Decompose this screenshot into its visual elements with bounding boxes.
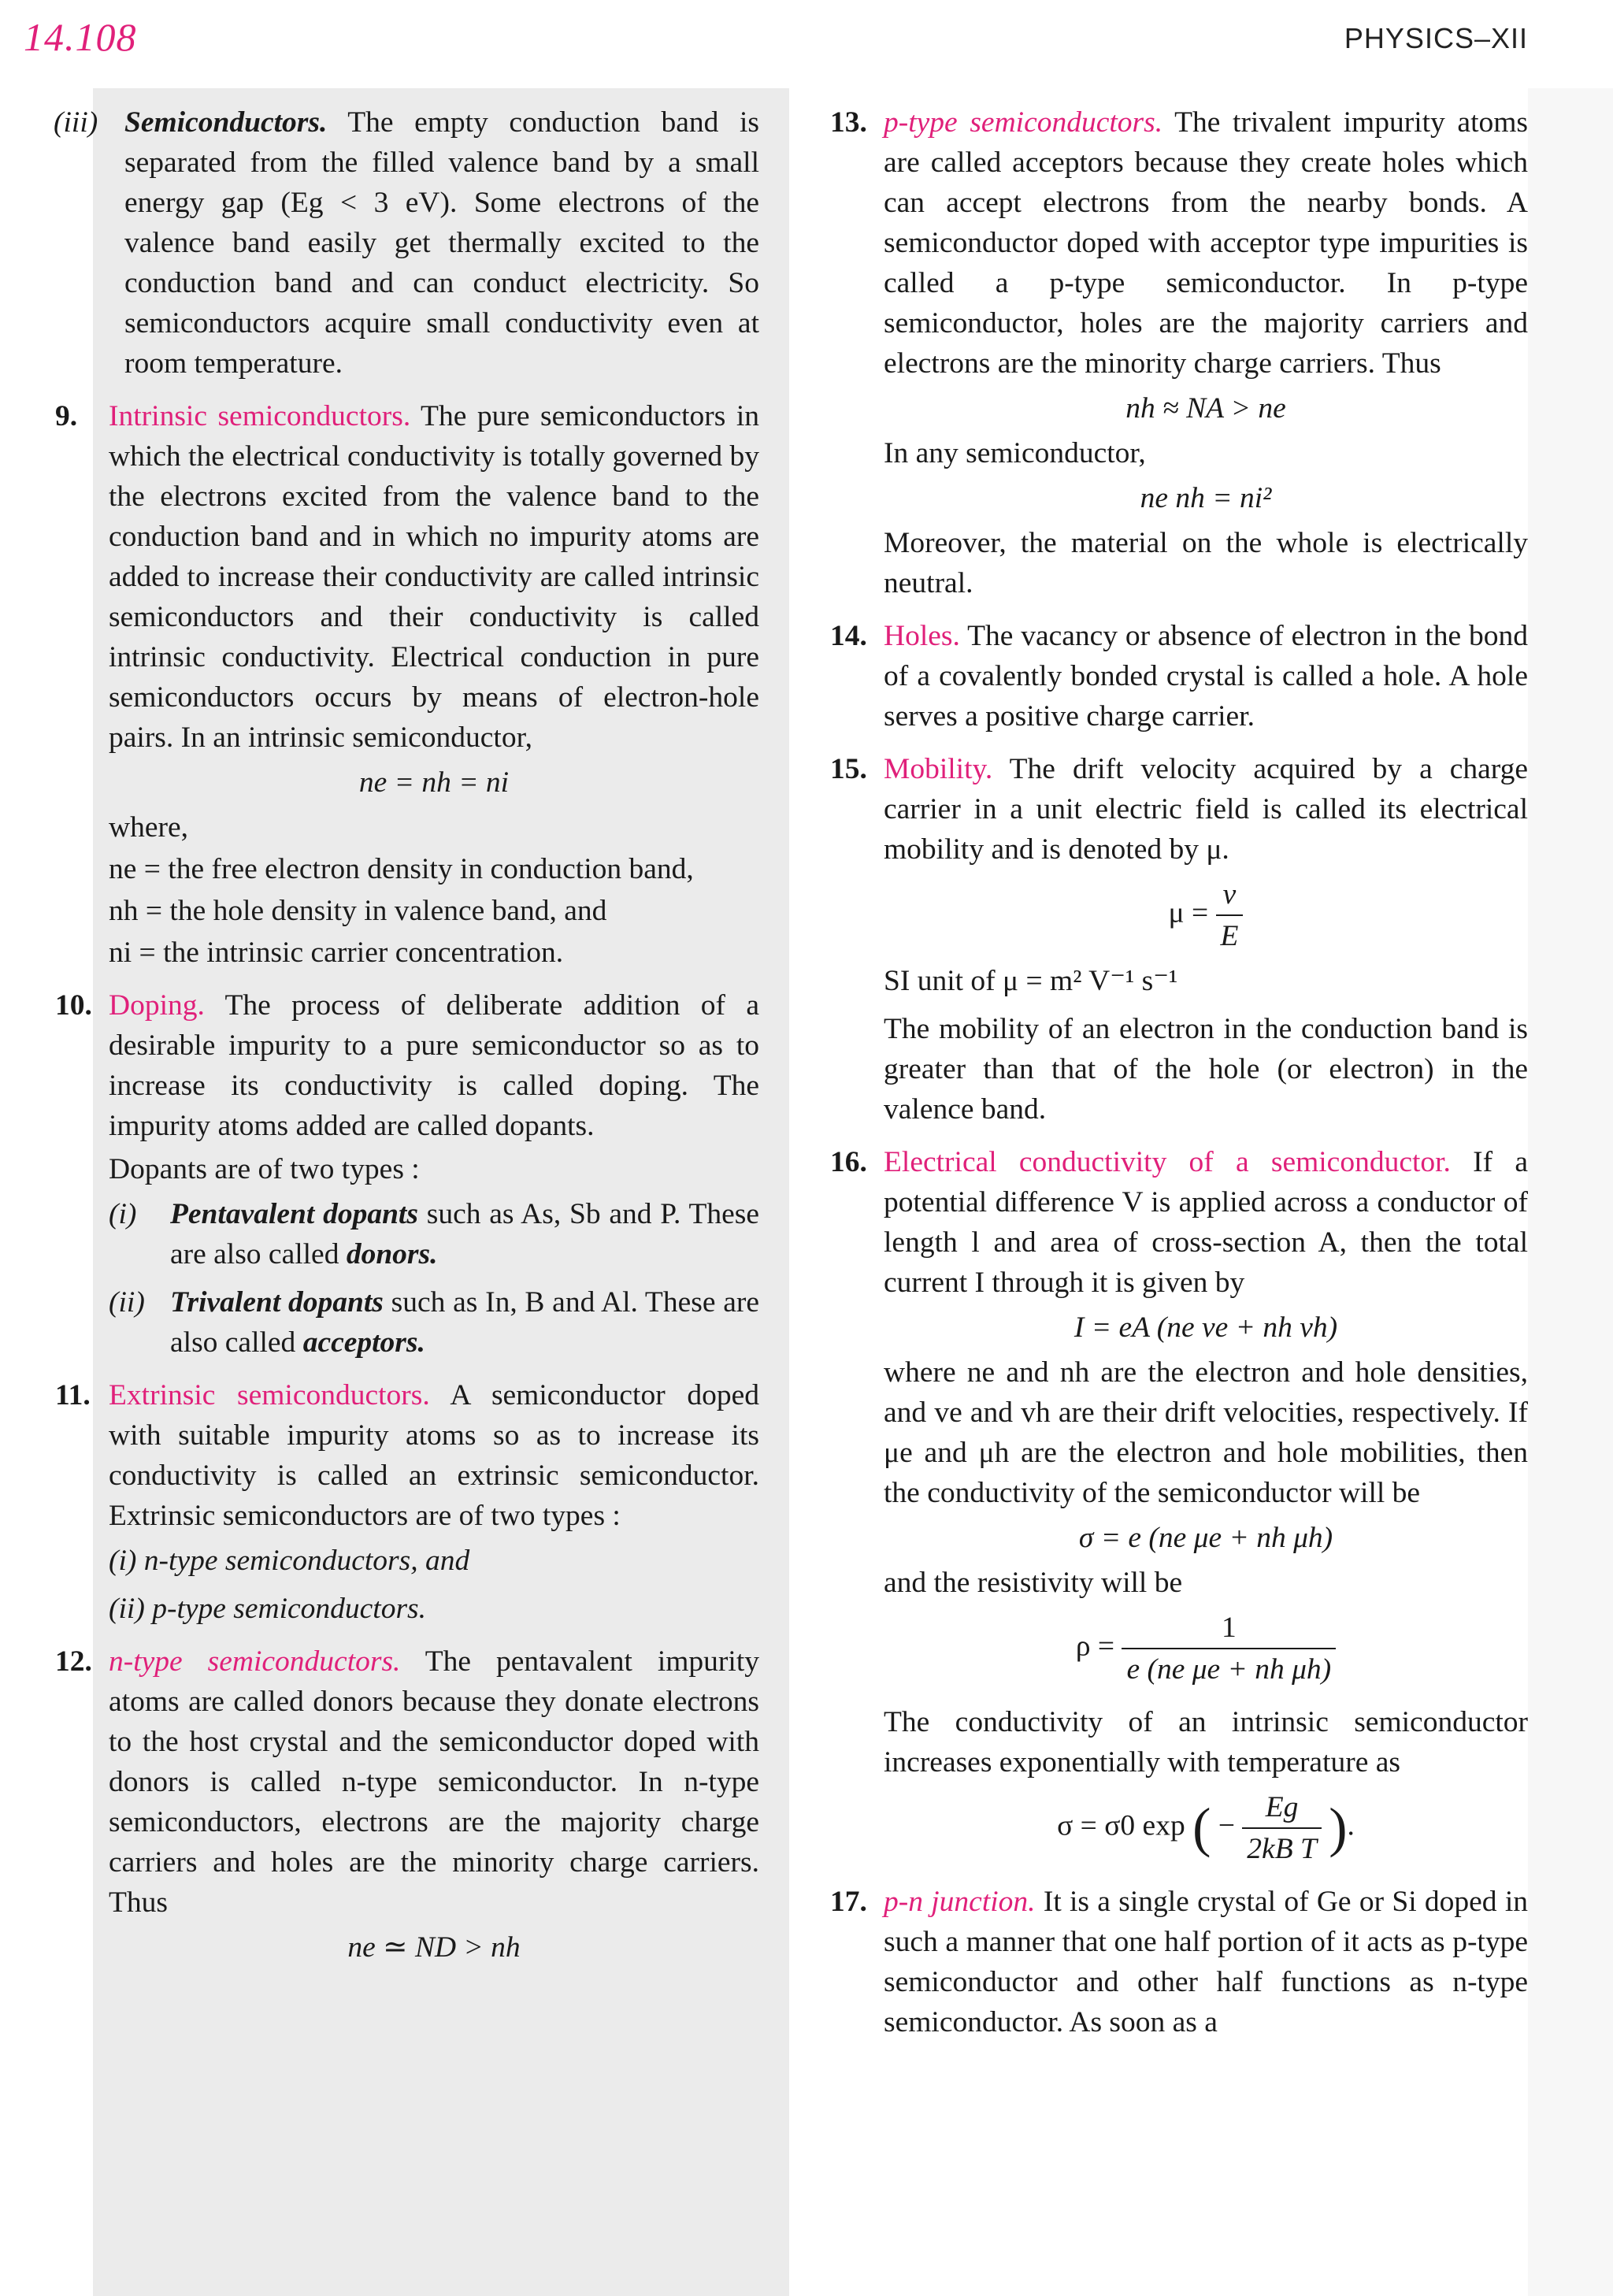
paragraph: A semiconductor doped with suitable impurity atoms so as to increase its conductivity is called an extrinsic semiconductor. Extrinsic semiconductors are of two types : [109, 1379, 759, 1532]
equation: σ = e (ne μe + nh μh) [1078, 1522, 1333, 1554]
sub-text: p-type semiconductors. [152, 1593, 427, 1625]
denominator: e (ne μe + nh μh) [1122, 1648, 1336, 1690]
item-number: 13. [830, 106, 867, 139]
equation-lhs: μ = [1168, 896, 1209, 929]
term: Trivalent dopants [170, 1286, 384, 1319]
term: Semiconductors. [124, 106, 328, 139]
paragraph: The trivalent impurity atoms are called acceptors because they create holes which can accept electrons from the nearby bonds. A semiconductor doped with acceptor type impurities is called a p-type semiconductor. In p-type semiconductor, holes are the majority carriers and electrons are the minority charge carriers. Thus [884, 106, 1528, 380]
fraction [1216, 874, 1244, 956]
book-title: PHYSICS–XII [1344, 22, 1528, 54]
paragraph: In any semiconductor, [884, 437, 1146, 469]
item-15-mobility [830, 749, 1528, 1129]
denominator: E [1216, 914, 1244, 956]
item-title: p-type semiconductors. [884, 106, 1163, 139]
item-number: 17. [830, 1886, 867, 1918]
sub-text: such as In, B and Al. These are also called [170, 1286, 759, 1359]
item-title: Mobility. [884, 753, 993, 785]
right-column [789, 88, 1528, 2296]
item-14-holes [830, 616, 1528, 736]
denominator: 2kB T [1242, 1827, 1322, 1869]
item-title: n-type semiconductors. [109, 1645, 401, 1678]
paragraph: The mobility of an electron in the conduction band is greater than that of the hole (or electron) in the valence band. [884, 1013, 1528, 1126]
left-column [54, 88, 789, 2296]
sub-item [109, 1589, 759, 1629]
paragraph: Moreover, the material on the whole is electrically neutral. [884, 527, 1528, 599]
item-17-pn-junction [830, 1882, 1528, 2042]
page-number: 14.108 [24, 15, 137, 59]
paragraph: The process of deliberate addition of a desirable impurity to a pure semiconductor so as to increase its conductivity is called doping. The impurity atoms added are called dopants. [109, 989, 759, 1142]
item-number: 16. [830, 1146, 867, 1178]
paragraph: The conductivity of an intrinsic semiconductor increases exponentially with temperature as [884, 1706, 1528, 1779]
left-paren: ( [1192, 1797, 1211, 1859]
item-title: Electrical conductivity of a semiconductor. [884, 1146, 1451, 1178]
equation: I = eA (ne ve + nh vh) [1073, 1311, 1338, 1344]
item-iii-semiconductors [54, 102, 759, 384]
term: acceptors. [302, 1326, 425, 1359]
item-title: Holes. [884, 620, 960, 652]
paragraph: The drift velocity acquired by a charge carrier in a unit electric field is called its electrical mobility and is denoted by μ. [884, 753, 1528, 866]
item-11-extrinsic [55, 1375, 759, 1629]
fraction [1242, 1787, 1322, 1869]
item-16-conductivity [830, 1142, 1528, 1869]
equation: ne nh = ni² [1140, 482, 1272, 514]
sub-label: (iii) [54, 106, 98, 139]
item-number: 10. [55, 989, 92, 1022]
sub-label: (ii) [109, 1593, 145, 1625]
right-paren: ) [1329, 1797, 1348, 1859]
equation: ne = nh = ni [358, 766, 510, 799]
equation-lhs: ρ = [1075, 1630, 1115, 1663]
sub-item [109, 1194, 759, 1274]
unit-line: SI unit of μ = m² V⁻¹ s⁻¹ [884, 965, 1178, 997]
definition: ni = the intrinsic carrier concentration. [109, 937, 564, 969]
definition: nh = the hole density in valence band, and [109, 895, 607, 927]
paragraph: where ne and nh are the electron and hole densities, and ve and vh are their drift velocities, respectively. If μe and μh are the electron and hole mobilities, then the conductivity of the semiconductor will be [884, 1356, 1528, 1509]
minus-sign: − [1218, 1809, 1235, 1842]
paragraph: The pentavalent impurity atoms are called donors because they donate electrons to the host crystal and the semiconductor doped with donors is called n-type semiconductor. In n-type semiconductors, electrons are the majority charge carriers and holes are the minority charge carriers. Thus [109, 1645, 760, 1919]
sub-label: (i) [109, 1545, 137, 1577]
sub-item [109, 1541, 759, 1581]
definition: ne = the free electron density in conduction band, [109, 853, 694, 885]
sub-item [109, 1282, 759, 1363]
item-number: 14. [830, 620, 867, 652]
item-number: 11. [55, 1379, 91, 1411]
paragraph: and the resistivity will be [884, 1567, 1183, 1599]
paragraph: The pure semiconductors in which the electrical conductivity is totally governed by the electrons excited from the valence band to the conduction band and in which no impurity atoms are added to increase their conductivity are called intrinsic semiconductors and their conductivity is called intrinsic conductivity. Electrical conduction in pure semiconductors occurs by means of electron-hole pairs. In an intrinsic semiconductor, [109, 400, 760, 754]
item-9-intrinsic [55, 396, 760, 973]
item-10-doping [55, 985, 759, 1363]
sub-text: such as As, Sb and P. These are also called [170, 1198, 759, 1270]
paragraph: The vacancy or absence of electron in the bond of a covalently bonded crystal is called a hole. A hole serves a positive charge carrier. [884, 620, 1528, 733]
item-12-n-type [55, 1641, 760, 1968]
item-number: 9. [55, 400, 78, 432]
equation-lhs: σ = σ0 exp [1057, 1809, 1185, 1842]
numerator: v [1222, 878, 1237, 911]
equation [884, 874, 1528, 956]
item-title: Intrinsic semiconductors. [109, 400, 411, 432]
item-number: 12. [55, 1645, 92, 1678]
paragraph: Dopants are of two types : [109, 1153, 420, 1185]
where-label: where, [109, 811, 188, 844]
item-title: Doping. [109, 989, 205, 1022]
sub-label: (i) [109, 1198, 137, 1230]
equation: σ = σ0 exp ( − $\frac{Eg}{\text{2kB T}}$ ). [884, 1787, 1528, 1869]
fraction [1122, 1608, 1336, 1690]
item-number: 15. [830, 753, 867, 785]
term: donors. [346, 1238, 438, 1270]
item-title: Extrinsic semiconductors. [109, 1379, 430, 1411]
sub-text: n-type semiconductors, and [143, 1545, 470, 1577]
sub-label: (ii) [109, 1286, 145, 1319]
item-13-p-type [830, 102, 1528, 603]
paragraph: The empty conduction band is separated from the filled valence band by a small energy gap (Eg < 3 eV). Some electrons of the valence band easily get thermally excited to the conduction band and can conduct electricity. So semiconductors acquire small conductivity even at room temperature. [124, 106, 759, 380]
numerator: 1 [1221, 1612, 1237, 1644]
numerator: Eg [1265, 1791, 1299, 1823]
page-header [0, 0, 1613, 88]
equation [884, 1608, 1528, 1690]
equation: nh ≈ NA > ne [1125, 392, 1286, 425]
item-title: p-n junction. [884, 1886, 1036, 1918]
paragraph: If a potential difference V is applied across a conductor of length l and area of cross-section A, then the total current I through it is given by [884, 1146, 1528, 1299]
equation: ne ≃ ND > nh [347, 1931, 521, 1964]
paragraph: It is a single crystal of Ge or Si doped in such a manner that one half portion of it acts as p-type semiconductor and other half functions as n-type semiconductor. As soon as a [884, 1886, 1528, 2038]
page-margin [1528, 88, 1613, 2296]
term: Pentavalent dopants [170, 1198, 418, 1230]
